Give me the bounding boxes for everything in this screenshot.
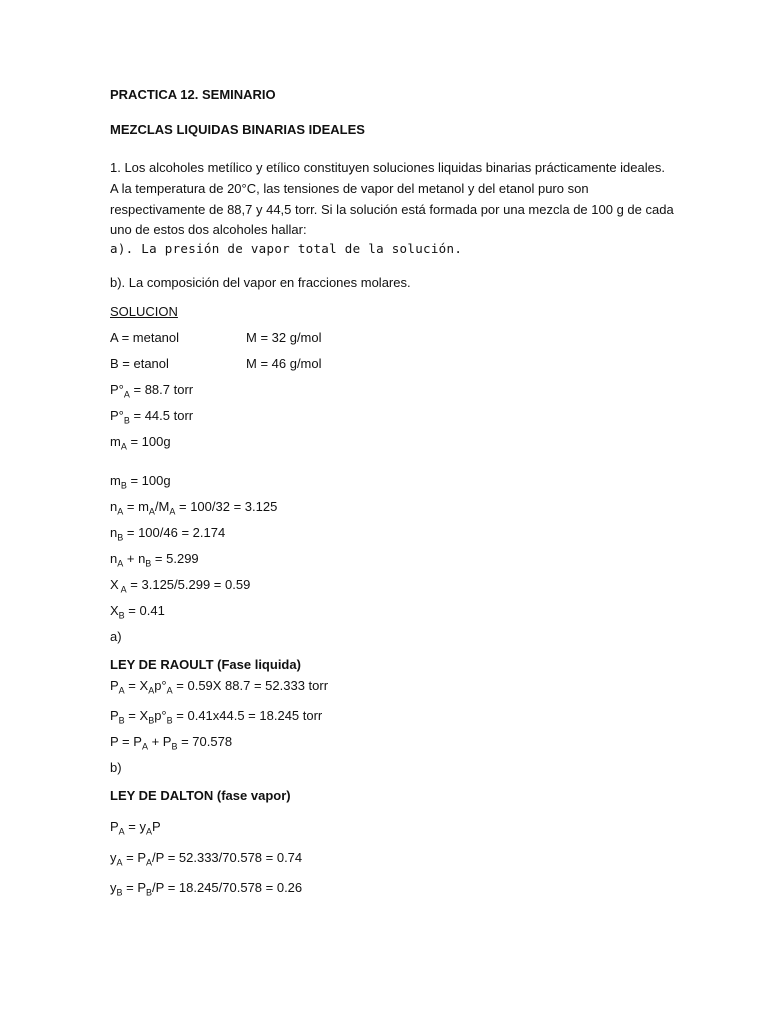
dalton-heading: LEY DE DALTON (fase vapor) <box>110 788 291 803</box>
mole-fraction-b: $X_B = 0.41$ <box>110 603 165 621</box>
mole-fraction-a: X $_A$ = 3.125/5.299 = 0.59 <box>110 577 251 595</box>
problem-line-4: uno de estos dos alcoholes hallar: <box>110 222 307 237</box>
dalton-pa: $P_A = y_AP$ <box>110 819 161 837</box>
raoult-pa: $P_A = X_Ap^\circ_A = 0.59X$ 88.7 = 52.333 torr <box>110 678 329 696</box>
problem-line-3: respectivamente de 88,7 y 44,5 torr. Si la solución está formada por una mezcla de 100 g de cada <box>110 202 674 217</box>
definition-b <box>110 356 510 372</box>
moles-a: $n_A = m_A/M_A = 100/32 = 3.125$ <box>110 499 278 517</box>
mass-b: $m_B = 100g$ <box>110 473 171 491</box>
vapor-pressure-b: $P^\circ_B = 44.5$ torr <box>110 408 194 426</box>
definition-a <box>110 330 510 346</box>
moles-b: $n_B = 100/46 = 2.174$ <box>110 525 226 543</box>
molar-mass-b: M = 46 g/mol <box>246 356 322 371</box>
solution-heading: SOLUCION <box>110 304 178 319</box>
raoult-total: $P = P_A + P_B = 70.578$ <box>110 734 233 752</box>
raoult-pb: $P_B = X_Bp^\circ_B = 0.41x44.5 = 18.245$ torr <box>110 708 323 726</box>
part-b-label: b) <box>110 760 122 775</box>
question-a: a). La presión de vapor total de la solución. <box>110 241 463 256</box>
problem-line-2: A la temperatura de 20°C, las tensiones de vapor del metanol y del etanol puro son <box>110 181 589 196</box>
question-b: b). La composición del vapor en fracciones molares. <box>110 275 411 290</box>
definition-b-label: B = etanol <box>110 356 169 371</box>
dalton-ya: $y_A = P_A/P = 52.333/70.578 = 0.74$ <box>110 850 303 868</box>
definition-a-label: A = metanol <box>110 330 180 345</box>
moles-sum: $n_A + n_B = 5.299$ <box>110 551 199 569</box>
part-a-label: a) <box>110 629 122 644</box>
mass-a: $m_A = 100g$ <box>110 434 171 452</box>
vapor-pressure-a: $P^\circ_A = 88.7$ torr <box>110 382 194 400</box>
raoult-heading: LEY DE RAOULT (Fase liquida) <box>110 657 301 672</box>
problem-line-1: 1. Los alcoholes metílico y etílico constituyen soluciones liquidas binarias prácticamente ideales. <box>110 160 665 175</box>
practice-title: PRACTICA 12. SEMINARIO <box>110 87 276 102</box>
molar-mass-a: M = 32 g/mol <box>246 330 322 345</box>
dalton-yb: $y_B = P_B/P = 18.245/70.578 = 0.26$ <box>110 880 303 898</box>
topic-title: MEZCLAS LIQUIDAS BINARIAS IDEALES <box>110 122 365 137</box>
